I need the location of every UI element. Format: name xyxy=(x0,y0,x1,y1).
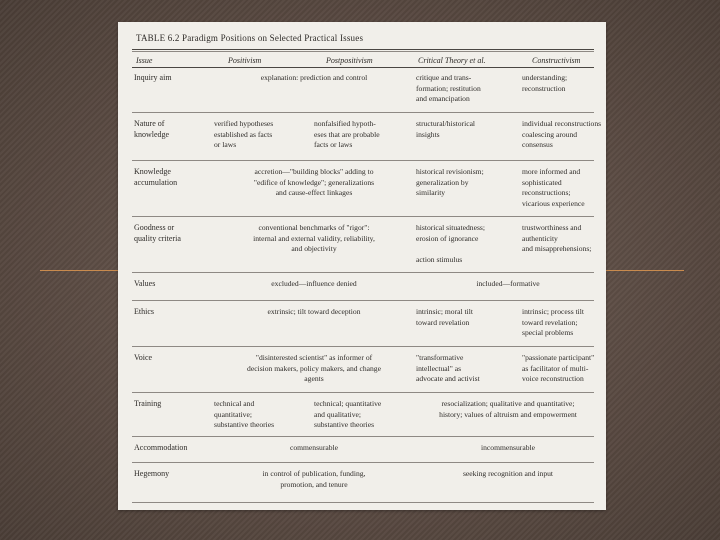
cell-line: voice reconstruction xyxy=(522,374,584,383)
table-cell xyxy=(416,307,518,328)
cell-line xyxy=(416,244,518,255)
cell-line: more informed and xyxy=(522,167,581,176)
row-divider xyxy=(132,112,594,113)
table-cell xyxy=(522,119,606,151)
row-divider xyxy=(132,392,594,393)
cell-line: vicarious experience xyxy=(522,198,585,208)
table-cell xyxy=(416,223,518,265)
cell-line: substantive theories xyxy=(314,420,375,429)
cell-line: in control of publication, funding, xyxy=(262,469,366,478)
row-label-line: Goodness or xyxy=(134,223,175,232)
table-cell xyxy=(314,399,418,431)
cell-line: facts or laws xyxy=(314,140,353,149)
cell-line: incommensurable xyxy=(481,443,535,452)
table-cell xyxy=(416,353,518,385)
cell-line: accretion—"building blocks" adding to xyxy=(254,167,374,176)
cell-line: structural/historical xyxy=(416,119,476,128)
cell-line: and objectivity xyxy=(291,244,337,253)
row-label-line: quality criteria xyxy=(134,234,181,243)
row-label xyxy=(134,468,206,479)
cell-line: included—formative xyxy=(476,279,540,288)
table-cell xyxy=(214,307,414,318)
cell-line: "disinterested scientist" as informer of xyxy=(255,353,373,362)
header-issue: Issue xyxy=(136,56,153,65)
row-label-line: Training xyxy=(134,399,162,408)
row-label-line: Ethics xyxy=(134,307,154,316)
cell-line: resocialization; qualitative and quantitative; xyxy=(441,399,575,408)
row-divider xyxy=(132,436,594,437)
table-cell xyxy=(410,279,606,290)
cell-line: sophisticated xyxy=(522,177,562,187)
cell-line: critique and trans- xyxy=(416,73,472,82)
cell-line: agents xyxy=(304,374,324,383)
table-cell xyxy=(522,223,606,255)
row-label-line: Values xyxy=(134,279,156,288)
cell-line: history; values of altruism and empowerment xyxy=(439,409,577,419)
header-constructivism: Constructivism xyxy=(532,56,581,65)
cell-line: intellectual" as xyxy=(416,363,462,373)
cell-line: generalization by xyxy=(416,177,469,187)
cell-line: formation; restitution xyxy=(416,83,481,93)
header-positivism: Positivism xyxy=(228,56,262,65)
cell-line: promotion, and tenure xyxy=(280,479,348,489)
table-cell xyxy=(522,73,606,94)
table-cell xyxy=(522,353,606,385)
cell-line: authenticity xyxy=(522,233,558,243)
row-label-line: Inquiry aim xyxy=(134,73,172,82)
cell-line: toward revelation; xyxy=(522,317,578,327)
accent-line-left xyxy=(40,270,118,271)
cell-line: reconstructions; xyxy=(522,188,571,197)
cell-line: "transformative xyxy=(416,353,464,362)
cell-line: as facilitator of multi- xyxy=(522,363,589,373)
scanned-table-page xyxy=(118,22,606,510)
table-cell xyxy=(416,73,518,105)
row-divider xyxy=(132,462,594,463)
row-label xyxy=(134,118,206,140)
row-label-line: Voice xyxy=(134,353,153,362)
cell-line: erosion of ignorance xyxy=(416,233,479,243)
cell-line: and misapprehensions; xyxy=(522,244,592,253)
row-label xyxy=(134,352,206,363)
table-cell xyxy=(522,307,606,339)
title-rule-inner xyxy=(132,51,594,52)
header-critical-theory: Critical Theory et al. xyxy=(418,56,486,65)
table-cell xyxy=(214,399,312,431)
row-label xyxy=(134,306,206,317)
table-cell xyxy=(410,469,606,480)
row-divider xyxy=(132,272,594,273)
cell-line: extrinsic; tilt toward deception xyxy=(267,307,361,316)
cell-line: and emancipation xyxy=(416,94,470,103)
row-label xyxy=(134,398,206,409)
cell-line: and cause-effect linkages xyxy=(275,188,353,197)
table-cell xyxy=(214,223,414,255)
table-cell xyxy=(410,399,606,420)
table-title: TABLE 6.2 Paradigm Positions on Selected Practical Issues xyxy=(136,33,364,43)
cell-line: individual reconstructions xyxy=(522,119,602,128)
row-label-line: Nature of xyxy=(134,119,165,128)
cell-line: excluded—influence denied xyxy=(271,279,357,288)
cell-line: reconstruction xyxy=(522,83,566,93)
title-rule xyxy=(132,49,594,50)
table-cell xyxy=(214,279,414,290)
cell-line: "edifice of knowledge"; generalizations xyxy=(253,177,375,187)
row-divider xyxy=(132,346,594,347)
row-label xyxy=(134,442,206,453)
cell-line: technical; quantitative xyxy=(314,399,382,408)
row-label-line: knowledge xyxy=(134,130,170,139)
row-divider xyxy=(132,160,594,161)
row-divider xyxy=(132,502,594,503)
row-label-line: accumulation xyxy=(134,178,178,187)
cell-line: similarity xyxy=(416,188,446,197)
cell-line: nonfalsified hypoth- xyxy=(314,119,376,128)
cell-line: understanding; xyxy=(522,73,568,82)
cell-line: internal and external validity, reliability, xyxy=(253,233,375,243)
cell-line: intrinsic; moral tilt xyxy=(416,307,473,316)
table-cell xyxy=(214,167,414,199)
row-divider xyxy=(132,216,594,217)
table-cell xyxy=(214,469,414,490)
cell-line: verified hypotheses xyxy=(214,119,274,128)
cell-line: special problems xyxy=(522,328,574,337)
header-postpositivism: Postpositivism xyxy=(326,56,373,65)
table-cell xyxy=(214,73,414,84)
cell-line: trustworthiness and xyxy=(522,223,582,232)
header-rule xyxy=(132,67,594,68)
cell-line: and qualitative; xyxy=(314,409,362,419)
cell-line: action stimulus xyxy=(416,254,463,264)
row-label xyxy=(134,278,206,289)
table-cell xyxy=(416,167,518,199)
row-label-line: Accommodation xyxy=(134,443,188,452)
cell-line: "passionate participant" xyxy=(522,353,595,362)
cell-line: historical situatedness; xyxy=(416,223,485,232)
cell-line: toward revelation xyxy=(416,317,470,327)
cell-line: substantive theories xyxy=(214,420,275,429)
cell-line: advocate and activist xyxy=(416,374,480,383)
cell-line: intrinsic; process tilt xyxy=(522,307,585,316)
cell-line: consensus xyxy=(522,140,553,149)
cell-line: insights xyxy=(416,129,440,139)
cell-line: or laws xyxy=(214,140,237,149)
table-cell xyxy=(214,119,312,151)
row-label xyxy=(134,166,206,188)
table-cell xyxy=(410,443,606,454)
table-cell xyxy=(214,353,414,385)
cell-line: seeking recognition and input xyxy=(462,469,554,478)
cell-line: technical and xyxy=(214,399,255,408)
row-label xyxy=(134,222,206,244)
table-cell xyxy=(314,119,418,151)
cell-line: commensurable xyxy=(289,443,339,452)
cell-line: established as facts xyxy=(214,129,273,139)
cell-line: decision makers, policy makers, and change xyxy=(247,363,381,373)
row-label-line: Hegemony xyxy=(134,469,170,478)
table-cell xyxy=(522,167,606,209)
row-divider xyxy=(132,300,594,301)
cell-line: explanation: prediction and control xyxy=(260,73,368,82)
cell-line: conventional benchmarks of "rigor": xyxy=(258,223,370,232)
cell-line: coalescing around xyxy=(522,129,578,139)
cell-line: eses that are probable xyxy=(314,129,380,139)
table-cell xyxy=(416,119,518,140)
accent-line-right xyxy=(606,270,684,271)
row-label xyxy=(134,72,206,83)
row-label-line: Knowledge xyxy=(134,167,171,176)
cell-line: quantitative; xyxy=(214,409,252,419)
cell-line: historical revisionism; xyxy=(416,167,484,176)
table-cell xyxy=(214,443,414,454)
